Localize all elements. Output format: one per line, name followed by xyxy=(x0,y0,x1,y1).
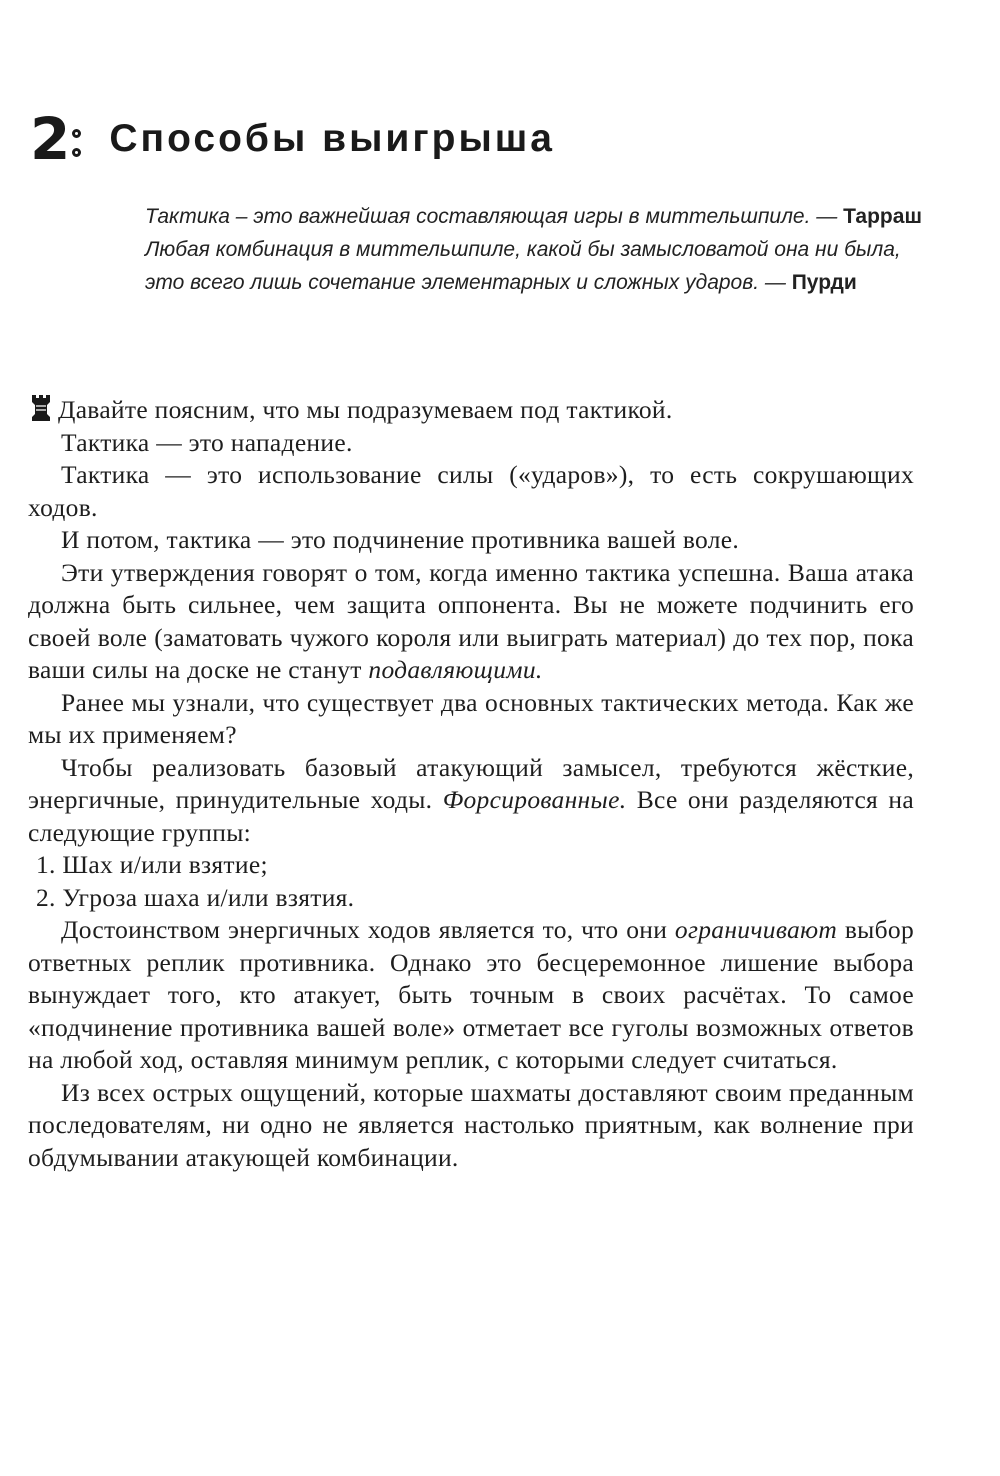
paragraph: Давайте поясним, что мы подразумеваем под тактикой. xyxy=(28,393,914,427)
epigraph-author-2: Пурди xyxy=(791,271,857,294)
paragraph: Чтобы реализовать базовый атакующий замысел, требуются жёсткие, энергичные, принудительные ходы. Форсированные. Все они разделяются на следующие группы: xyxy=(28,752,914,847)
paragraph: Достоинством энергичных ходов является то, что они ограничивают выбор ответных реплик противника. Однако это бесцеремонное лишение выбора вынуждает того, кто атакует, быть точным в своих расчётах. То самое «подчинение противника вашей воле» отметает все гуголы возможных ответов на любой ход, оставляя минимум реплик, с которыми следует считаться. xyxy=(28,915,914,1074)
emphasis: Форсированные. xyxy=(442,785,627,814)
paragraph: И потом, тактика — это подчинение противника вашей воле. xyxy=(61,525,740,554)
epigraph-quote-1: Тактика – это важнейшая составляющая игры в миттельшпиле. — Тарраш xyxy=(145,205,922,228)
epigraph-quote-2-line-1: Любая комбинация в миттельшпиле, какой бы замысловатой она ни была, xyxy=(145,238,901,261)
paragraph: Ранее мы узнали, что существует два основных тактических метода. Как же мы их применяем? xyxy=(28,687,914,749)
paragraph: Из всех острых ощущений, которые шахматы доставляют своим преданным последователям, ни одно не является настолько приятным, как волнение при обдумывании атакующей комбинации. xyxy=(28,1077,914,1172)
emphasis: ограничивают xyxy=(674,915,838,944)
rook-icon xyxy=(28,393,54,421)
body-text xyxy=(28,393,914,1174)
epigraph-quote-2-line-2: это всего лишь сочетание элементарных и сложных ударов. — Пурди xyxy=(145,271,857,294)
paragraph: Тактика — это использование силы («ударов»), то есть сокрушающих ходов. xyxy=(28,460,914,522)
epigraph xyxy=(145,200,925,299)
list-item: 2. Угроза шаха и/или взятия. xyxy=(36,882,355,912)
emphasis: подавляющими. xyxy=(368,655,543,684)
paragraph: Эти утверждения говорят о том, когда именно тактика успешна. Ваша атака должна быть сильнее, чем защита оппонента. Вы не можете подчинить его своей воле (заматовать чужого короля или выиграть материал) до тех пор, пока ваши силы на доске не станут подавляющими. xyxy=(28,557,914,684)
chapter-title: Способы выигрыша xyxy=(109,117,555,160)
chapter-colon-ornament xyxy=(72,129,81,157)
paragraph: Тактика — это нападение. xyxy=(61,427,353,457)
epigraph-author-1: Тарраш xyxy=(843,205,922,228)
chapter-heading xyxy=(30,104,555,174)
list-item: 1. Шах и/или взятие; xyxy=(36,850,268,879)
chapter-number: 2 xyxy=(30,105,69,173)
